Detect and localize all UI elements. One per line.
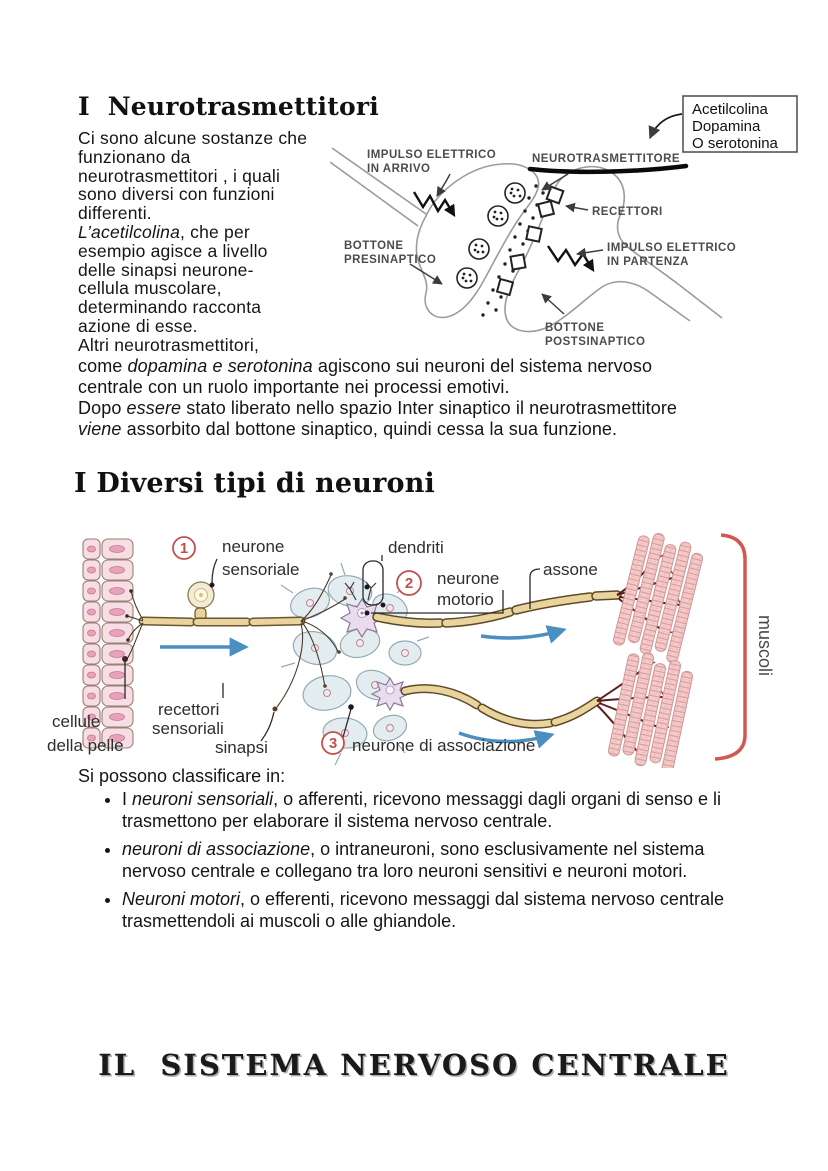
- text-line: determinando racconta: [78, 297, 262, 318]
- text-fragment: Dopo: [78, 398, 127, 418]
- section-title-neurotransmitters: I Neurotrasmettitori: [78, 92, 379, 121]
- synapse-label: sinapsi: [215, 738, 268, 757]
- muscles-bracket: [715, 535, 745, 759]
- term-acetilcolina: L’acetilcolina: [78, 221, 181, 242]
- text-fragment: agiscono sui neuroni del sistema nervoso: [312, 356, 653, 376]
- neuron-types-figure: [45, 513, 800, 768]
- bullet-item: [122, 839, 762, 882]
- motor-neuron-label: neurone: [437, 569, 500, 588]
- text-line: azione di esse.: [78, 315, 198, 336]
- note-box-arrow: [650, 114, 682, 138]
- association-neuron-cluster: [286, 572, 421, 749]
- association-neuron-label: neurone di associazione: [352, 736, 536, 755]
- note-box-line: O serotonina: [692, 135, 778, 152]
- impulse-in-label: IN ARRIVO: [367, 163, 431, 175]
- electrical-impulse-out-zigzag: [548, 246, 593, 270]
- sensory-receptors-label: recettori: [158, 700, 220, 719]
- dendrites-label: dendriti: [388, 538, 444, 557]
- text-line: delle sinapsi neurone-: [78, 259, 254, 280]
- muscles-label: muscoli: [755, 615, 775, 677]
- motor-neuron-label: motorio: [437, 590, 494, 609]
- motor-axon-lower: [405, 689, 597, 725]
- text-line: Ci sono alcune sostanze che: [78, 128, 308, 148]
- presynaptic-label: PRESINAPTICO: [344, 254, 437, 266]
- text-fragment: , o afferenti, ricevono messaggi dagli organi di senso e li trasmettono per elaborare il sistema nervoso centrale.: [122, 789, 722, 831]
- section-title-neuron-types: I Diversi tipi di neuroni: [74, 468, 436, 499]
- association-neuron-nucleus: [386, 686, 394, 694]
- text-fragment: , o intraneuroni, sono esclusivamente nel sistema nervoso centrale e collegano tra loro neuroni sensitivi e neuroni motori.: [122, 839, 705, 881]
- text-line: sono diversi con funzioni: [78, 184, 275, 205]
- synapse-diagram: [330, 88, 828, 363]
- text-fragment: , o efferenti, ricevono messaggi dal sistema nervoso centrale trasmettendoli ai muscoli o alle ghiandole.: [122, 889, 724, 931]
- presynaptic-label: BOTTONE: [344, 240, 404, 252]
- neurotransmitter-dots: [481, 184, 544, 316]
- text-fragment: assorbito dal bottone sinaptico, quindi cessa la sua funzione.: [121, 419, 618, 439]
- sensory-receptors-label: sensoriali: [152, 719, 224, 738]
- postsynaptic-label: BOTTONE: [545, 322, 605, 334]
- text-line: funzionano da: [78, 146, 191, 167]
- impulse-in-label: IMPULSO ELETTRICO: [367, 149, 497, 161]
- next-section-title: IL SISTEMA NERVOSO CENTRALE: [98, 1048, 730, 1082]
- muscle-bundle-lower: [606, 649, 695, 768]
- term-association-neurons: neuroni di associazione: [122, 839, 311, 859]
- text-fragment: I: [122, 789, 133, 809]
- note-box-line: Dopamina: [692, 118, 761, 135]
- text-fragment-italic: viene: [78, 419, 122, 439]
- neurotransmitter-underline: [530, 166, 686, 172]
- note-box-line: Acetilcolina: [692, 101, 768, 118]
- term-sensory-neurons: neuroni sensoriali: [132, 789, 274, 809]
- neurotransmitters-paragraph: [78, 129, 307, 355]
- sensory-axon: [143, 621, 301, 622]
- text-line: esempio agisce a livello: [78, 240, 268, 261]
- text-fragment-italic: essere: [126, 398, 182, 418]
- sensory-neuron-label: sensoriale: [222, 560, 300, 579]
- skin-cells-label: della pelle: [47, 736, 124, 755]
- sensory-neuron-nucleolus: [199, 593, 203, 597]
- neurotransmitter-label: NEUROTRASMETTITORE: [532, 153, 681, 165]
- text-fragment: come: [78, 356, 128, 376]
- text-fragment: , che per: [180, 221, 250, 242]
- neurotransmitters-paragraph-wide: [78, 356, 793, 440]
- text-line: [78, 356, 793, 377]
- number-3: 3: [328, 735, 338, 752]
- text-line: differenti.: [78, 203, 152, 224]
- postsynaptic-label: POSTSINAPTICO: [545, 336, 646, 348]
- axon-label: assone: [543, 560, 598, 579]
- motor-neuron-nucleolus: [361, 612, 364, 615]
- impulse-out-label: IMPULSO ELETTRICO: [607, 242, 737, 254]
- neuron-classes-list: [98, 789, 762, 939]
- text-fragment: stato liberato nello spazio Inter sinaptico il neurotrasmettitore: [181, 398, 678, 418]
- sensory-neuron-label: neurone: [222, 537, 285, 556]
- term-dopamina-serotonina: dopamina e serotonina: [127, 356, 313, 376]
- text-line: [78, 223, 307, 242]
- muscle-bundle-upper: [611, 529, 706, 664]
- text-line: [78, 419, 793, 440]
- bullet-item: [122, 889, 762, 932]
- electrical-impulse-in-zigzag: [414, 192, 454, 215]
- text-line: cellula muscolare,: [78, 278, 222, 299]
- term-motor-neurons: Neuroni motori: [122, 889, 241, 909]
- classification-intro: Si possono classificare in:: [78, 766, 286, 786]
- bullet-item: [122, 789, 762, 832]
- text-line: centrale con un ruolo importante nei processi emotivi.: [78, 377, 510, 397]
- number-2: 2: [404, 575, 414, 592]
- text-line: Altri neurotrasmettitori,: [78, 334, 260, 355]
- text-line: [78, 398, 793, 419]
- motor-axon-upper: [377, 595, 617, 623]
- text-line: neurotrasmettitori , i quali: [78, 165, 281, 186]
- impulse-out-label: IN PARTENZA: [607, 256, 689, 268]
- skin-cells-label: cellule: [52, 712, 101, 731]
- receptors-label: RECETTORI: [592, 206, 663, 218]
- number-1: 1: [179, 540, 189, 557]
